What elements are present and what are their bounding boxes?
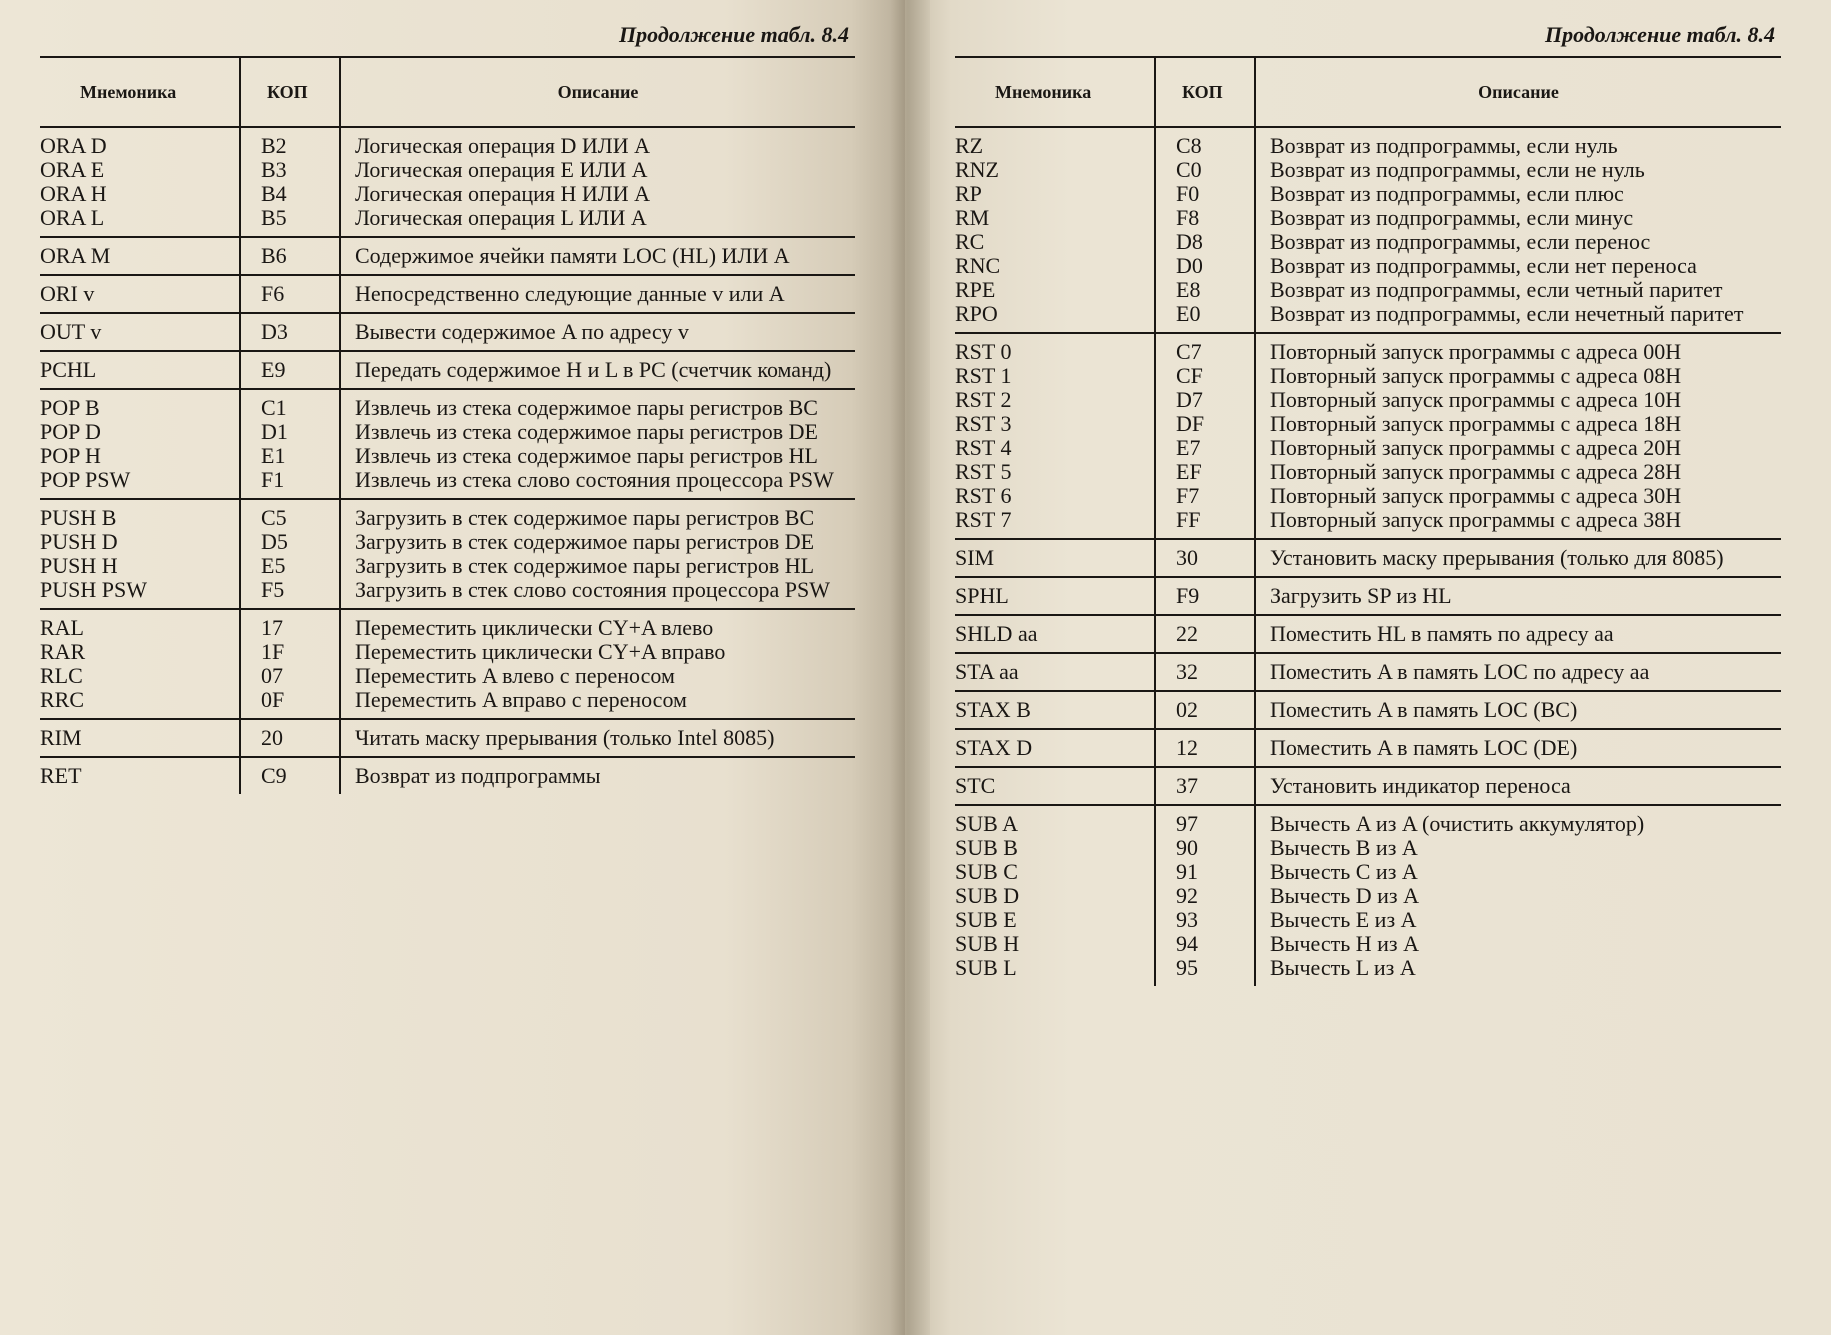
instruction-group — [40, 499, 855, 609]
mnemonic-text: SUB A — [955, 811, 1018, 836]
opcode-text: 95 — [1176, 955, 1198, 980]
opcode-text: E1 — [261, 443, 286, 468]
mnemonic-cell — [955, 653, 1155, 691]
mnemonic-text: PUSH B — [40, 505, 117, 530]
description-text: Возврат из подпрограммы — [355, 763, 601, 788]
opcode-text: 12 — [1176, 735, 1198, 760]
mnemonic-text: STA aa — [955, 659, 1019, 684]
description-text: Возврат из подпрограммы, если нуль — [1270, 133, 1618, 158]
opcode-text: 1F — [261, 639, 285, 664]
description-cell — [1255, 805, 1781, 986]
mnemonic-cell — [955, 729, 1155, 767]
mnemonic-cell — [40, 757, 240, 794]
mnemonic-text: ORA L — [40, 205, 105, 230]
description-text: Возврат из подпрограммы, если плюс — [1270, 181, 1624, 206]
mnemonic-text: RIM — [40, 725, 82, 750]
opcode-text: C8 — [1176, 133, 1202, 158]
opcode-text: E5 — [261, 553, 286, 578]
header-mnemonic: Мнемоника — [955, 58, 1155, 127]
mnemonic-text: SUB L — [955, 955, 1017, 980]
mnemonic-cell — [40, 237, 240, 275]
mnemonic-text: RNZ — [955, 157, 999, 182]
opcode-text: F7 — [1176, 483, 1200, 508]
opcode-text: E9 — [261, 357, 286, 382]
description-cell — [340, 719, 855, 757]
mnemonic-cell — [955, 805, 1155, 986]
opcode-text: E0 — [1176, 301, 1201, 326]
description-text: Непосредственно следующие данные v или A — [355, 281, 785, 306]
opcode-cell — [1155, 691, 1255, 729]
description-text: Установить маску прерывания (только для 8085) — [1270, 545, 1724, 570]
description-cell — [1255, 767, 1781, 805]
opcode-text: F8 — [1176, 205, 1200, 230]
opcode-cell — [1155, 615, 1255, 653]
instruction-group — [955, 653, 1781, 691]
mnemonic-text: ORA M — [40, 243, 111, 268]
header-opcode: КОП — [1155, 58, 1255, 127]
description-text: Вычесть B из A — [1270, 835, 1418, 860]
description-cell — [1255, 127, 1781, 333]
mnemonic-text: RRC — [40, 687, 85, 712]
description-text: Логическая операция D ИЛИ A — [355, 133, 650, 158]
opcode-text: 30 — [1176, 545, 1198, 570]
description-text: Загрузить SP из HL — [1270, 583, 1452, 608]
description-text: Извлечь из стека содержимое пары регистров DE — [355, 419, 818, 444]
mnemonic-text: POP PSW — [40, 467, 131, 492]
description-text: Повторный запуск программы с адреса 18H — [1270, 411, 1682, 436]
mnemonic-text: RST 7 — [955, 507, 1012, 532]
description-text: Повторный запуск программы с адреса 08H — [1270, 363, 1682, 388]
mnemonic-cell — [955, 691, 1155, 729]
description-text: Вычесть D из A — [1270, 883, 1419, 908]
description-cell — [1255, 691, 1781, 729]
description-cell — [1255, 577, 1781, 615]
mnemonic-text: POP B — [40, 395, 100, 420]
mnemonic-text: SIM — [955, 545, 995, 570]
mnemonic-text: SPHL — [955, 583, 1009, 608]
mnemonic-text: RST 4 — [955, 435, 1012, 460]
opcode-text: C0 — [1176, 157, 1202, 182]
opcode-cell — [240, 389, 340, 499]
opcode-text: 22 — [1176, 621, 1198, 646]
description-cell — [340, 351, 855, 389]
opcode-text: F9 — [1176, 583, 1200, 608]
mnemonic-cell — [955, 615, 1155, 653]
instruction-group — [40, 275, 855, 313]
description-text: Загрузить в стек содержимое пары регистров HL — [355, 553, 815, 578]
opcode-text: 94 — [1176, 931, 1198, 956]
description-text: Возврат из подпрограммы, если минус — [1270, 205, 1634, 230]
opcode-cell — [1155, 805, 1255, 986]
opcode-text: B3 — [261, 157, 287, 182]
header-description: Описание — [1255, 58, 1781, 127]
description-text: Повторный запуск программы с адреса 20H — [1270, 435, 1682, 460]
opcode-text: EF — [1176, 459, 1202, 484]
opcode-text: D3 — [261, 319, 288, 344]
instruction-group — [40, 313, 855, 351]
opcode-text: D7 — [1176, 387, 1203, 412]
instruction-group — [40, 609, 855, 719]
description-cell — [1255, 729, 1781, 767]
opcode-text: 97 — [1176, 811, 1198, 836]
opcode-cell — [240, 757, 340, 794]
opcode-text: B5 — [261, 205, 287, 230]
mnemonic-text: RP — [955, 181, 982, 206]
opcode-text: B6 — [261, 243, 287, 268]
opcode-text: F1 — [261, 467, 285, 492]
opcode-text: 91 — [1176, 859, 1198, 884]
description-text: Поместить A в память LOC (BC) — [1270, 697, 1578, 722]
description-text: Логическая операция H ИЛИ A — [355, 181, 650, 206]
description-text: Повторный запуск программы с адреса 10H — [1270, 387, 1682, 412]
description-cell — [1255, 539, 1781, 577]
opcode-text: 0F — [261, 687, 285, 712]
mnemonic-text: POP H — [40, 443, 101, 468]
mnemonic-cell — [955, 577, 1155, 615]
description-cell — [340, 313, 855, 351]
opcode-cell — [240, 275, 340, 313]
description-cell — [1255, 615, 1781, 653]
mnemonic-cell — [40, 389, 240, 499]
table-body — [40, 127, 855, 794]
mnemonic-text: ORI v — [40, 281, 95, 306]
description-text: Извлечь из стека содержимое пары регистров BC — [355, 395, 818, 420]
opcode-cell — [1155, 333, 1255, 539]
description-text: Вычесть A из A (очистить аккумулятор) — [1270, 811, 1645, 836]
mnemonic-cell — [40, 351, 240, 389]
mnemonic-cell — [955, 539, 1155, 577]
mnemonic-text: RST 0 — [955, 339, 1012, 364]
opcode-text: B4 — [261, 181, 287, 206]
description-cell — [340, 389, 855, 499]
instruction-group — [40, 351, 855, 389]
opcode-text: E8 — [1176, 277, 1201, 302]
mnemonic-text: RST 5 — [955, 459, 1012, 484]
description-text: Возврат из подпрограммы, если нечетный паритет — [1270, 301, 1744, 326]
mnemonic-text: SHLD aa — [955, 621, 1038, 646]
opcode-cell — [240, 237, 340, 275]
opcode-text: 17 — [261, 615, 283, 640]
opcode-text: B2 — [261, 133, 287, 158]
opcode-cell — [1155, 127, 1255, 333]
description-text: Переместить A влево с переносом — [355, 663, 675, 688]
description-text: Возврат из подпрограммы, если перенос — [1270, 229, 1651, 254]
opcode-text: DF — [1176, 411, 1205, 436]
header-mnemonic: Мнемоника — [40, 58, 240, 127]
mnemonic-text: PUSH D — [40, 529, 118, 554]
opcode-cell — [240, 609, 340, 719]
mnemonic-cell — [40, 719, 240, 757]
instruction-group — [955, 691, 1781, 729]
mnemonic-text: ORA E — [40, 157, 105, 182]
opcode-cell — [1155, 729, 1255, 767]
instruction-group — [40, 389, 855, 499]
description-cell — [340, 275, 855, 313]
description-text: Читать маску прерывания (только Intel 8085) — [355, 725, 775, 750]
mnemonic-text: STC — [955, 773, 996, 798]
description-cell — [340, 609, 855, 719]
mnemonic-cell — [40, 609, 240, 719]
mnemonic-text: ORA D — [40, 133, 107, 158]
mnemonic-text: RC — [955, 229, 985, 254]
instruction-group — [40, 719, 855, 757]
description-text: Поместить A в память LOC по адресу aa — [1270, 659, 1650, 684]
mnemonic-text: SUB E — [955, 907, 1017, 932]
description-text: Повторный запуск программы с адреса 38H — [1270, 507, 1682, 532]
mnemonic-text: ORA H — [40, 181, 107, 206]
instruction-group — [40, 757, 855, 794]
mnemonic-cell — [955, 333, 1155, 539]
left-page — [0, 0, 905, 1335]
mnemonic-cell — [955, 767, 1155, 805]
opcode-text: D5 — [261, 529, 288, 554]
description-text: Повторный запуск программы с адреса 30H — [1270, 483, 1682, 508]
opcode-text: 20 — [261, 725, 283, 750]
description-text: Поместить HL в память по адресу aa — [1270, 621, 1614, 646]
description-text: Загрузить в стек содержимое пары регистров BC — [355, 505, 815, 530]
description-text: Возврат из подпрограммы, если не нуль — [1270, 157, 1645, 182]
description-cell — [340, 499, 855, 609]
mnemonic-text: POP D — [40, 419, 101, 444]
opcode-text: 93 — [1176, 907, 1198, 932]
description-text: Загрузить в стек слово состояния процессора PSW — [355, 577, 830, 602]
opcode-cell — [240, 719, 340, 757]
mnemonic-text: RNC — [955, 253, 1001, 278]
mnemonic-cell — [40, 499, 240, 609]
opcode-text: 92 — [1176, 883, 1198, 908]
description-text: Переместить циклически CY+A вправо — [355, 639, 726, 664]
mnemonic-cell — [40, 275, 240, 313]
opcode-text: 37 — [1176, 773, 1198, 798]
instruction-group — [955, 539, 1781, 577]
description-cell — [1255, 653, 1781, 691]
opcode-text: C9 — [261, 763, 287, 788]
description-text: Логическая операция E ИЛИ A — [355, 157, 648, 182]
opcode-text: 02 — [1176, 697, 1198, 722]
description-text: Вычесть L из A — [1270, 955, 1416, 980]
opcode-text: C1 — [261, 395, 287, 420]
opcode-text: 32 — [1176, 659, 1198, 684]
instruction-group — [955, 333, 1781, 539]
right-page — [905, 0, 1831, 1335]
opcode-text: E7 — [1176, 435, 1201, 460]
opcode-cell — [240, 313, 340, 351]
description-cell — [340, 127, 855, 237]
opcode-cell — [1155, 653, 1255, 691]
mnemonic-text: STAX D — [955, 735, 1033, 760]
instruction-group — [955, 127, 1781, 333]
opcode-text: D1 — [261, 419, 288, 444]
description-text: Передать содержимое H и L в PC (счетчик команд) — [355, 357, 832, 382]
mnemonic-text: RAR — [40, 639, 86, 664]
description-text: Загрузить в стек содержимое пары регистров DE — [355, 529, 815, 554]
mnemonic-text: RST 3 — [955, 411, 1012, 436]
opcode-text: F6 — [261, 281, 285, 306]
continuation-title: Продолжение табл. 8.4 — [619, 22, 849, 47]
instruction-group — [40, 237, 855, 275]
description-text: Вычесть C из A — [1270, 859, 1418, 884]
instruction-table — [40, 58, 855, 794]
table-body — [955, 127, 1781, 986]
description-cell — [1255, 333, 1781, 539]
table-header-row — [40, 58, 855, 127]
mnemonic-text: RST 6 — [955, 483, 1012, 508]
opcode-cell — [240, 351, 340, 389]
mnemonic-text: OUT v — [40, 319, 102, 344]
opcode-text: F0 — [1176, 181, 1200, 206]
mnemonic-cell — [40, 313, 240, 351]
description-text: Вывести содержимое A по адресу v — [355, 319, 689, 344]
opcode-text: C5 — [261, 505, 287, 530]
mnemonic-text: RST 2 — [955, 387, 1012, 412]
opcode-text: FF — [1176, 507, 1201, 532]
mnemonic-text: RAL — [40, 615, 84, 640]
opcode-cell — [1155, 539, 1255, 577]
description-cell — [340, 237, 855, 275]
mnemonic-text: SUB D — [955, 883, 1020, 908]
mnemonic-text: RLC — [40, 663, 83, 688]
instruction-group — [955, 577, 1781, 615]
opcode-cell — [1155, 577, 1255, 615]
opcode-text: 90 — [1176, 835, 1198, 860]
opcode-cell — [240, 499, 340, 609]
opcode-text: D8 — [1176, 229, 1203, 254]
mnemonic-text: RPE — [955, 277, 996, 302]
description-text: Вычесть H из A — [1270, 931, 1419, 956]
mnemonic-cell — [40, 127, 240, 237]
mnemonic-text: RET — [40, 763, 82, 788]
continuation-title: Продолжение табл. 8.4 — [1545, 22, 1775, 47]
instruction-group — [955, 615, 1781, 653]
description-text: Переместить A вправо с переносом — [355, 687, 687, 712]
instruction-group — [955, 729, 1781, 767]
description-text: Возврат из подпрограммы, если четный паритет — [1270, 277, 1723, 302]
description-text: Возврат из подпрограммы, если нет переноса — [1270, 253, 1697, 278]
opcode-text: C7 — [1176, 339, 1202, 364]
opcode-cell — [240, 127, 340, 237]
mnemonic-text: RM — [955, 205, 990, 230]
mnemonic-text: RST 1 — [955, 363, 1012, 388]
description-text: Переместить циклически CY+A влево — [355, 615, 714, 640]
mnemonic-text: RPO — [955, 301, 998, 326]
description-text: Повторный запуск программы с адреса 28H — [1270, 459, 1682, 484]
description-text: Извлечь из стека содержимое пары регистров HL — [355, 443, 818, 468]
opcode-text: 07 — [261, 663, 283, 688]
description-text: Логическая операция L ИЛИ A — [355, 205, 647, 230]
mnemonic-text: STAX B — [955, 697, 1031, 722]
description-text: Повторный запуск программы с адреса 00H — [1270, 339, 1682, 364]
description-cell — [340, 757, 855, 794]
instruction-group — [955, 767, 1781, 805]
mnemonic-text: PCHL — [40, 357, 97, 382]
instruction-group — [40, 127, 855, 237]
header-description: Описание — [340, 58, 855, 127]
instruction-table — [955, 58, 1781, 986]
description-text: Вычесть E из A — [1270, 907, 1417, 932]
description-text: Извлечь из стека слово состояния процессора PSW — [355, 467, 834, 492]
mnemonic-text: SUB H — [955, 931, 1020, 956]
mnemonic-text: PUSH H — [40, 553, 118, 578]
header-opcode: КОП — [240, 58, 340, 127]
description-text: Поместить A в память LOC (DE) — [1270, 735, 1578, 760]
opcode-cell — [1155, 767, 1255, 805]
opcode-text: CF — [1176, 363, 1203, 388]
mnemonic-text: SUB C — [955, 859, 1018, 884]
instruction-group — [955, 805, 1781, 986]
mnemonic-text: RZ — [955, 133, 984, 158]
opcode-text: D0 — [1176, 253, 1203, 278]
mnemonic-cell — [955, 127, 1155, 333]
opcode-text: F5 — [261, 577, 285, 602]
table-header-row — [955, 58, 1781, 127]
mnemonic-text: PUSH PSW — [40, 577, 147, 602]
description-text: Установить индикатор переноса — [1270, 773, 1571, 798]
mnemonic-text: SUB B — [955, 835, 1018, 860]
description-text: Содержимое ячейки памяти LOC (HL) ИЛИ A — [355, 243, 790, 268]
